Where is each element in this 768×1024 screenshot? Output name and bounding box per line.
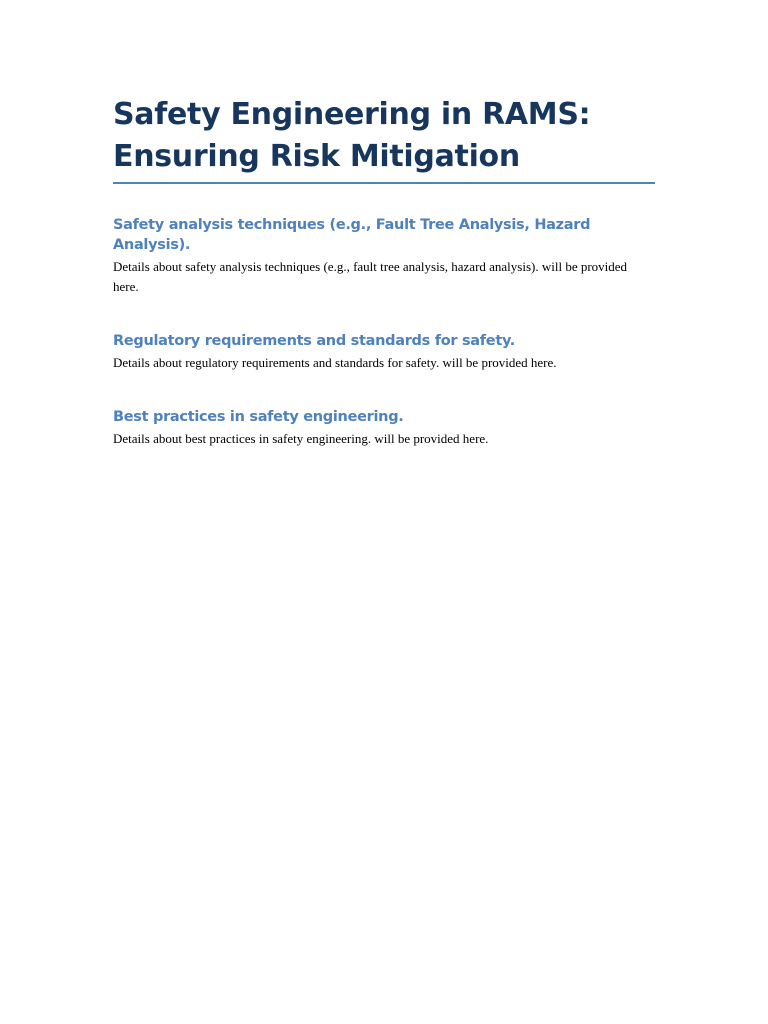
section-body: Details about best practices in safety engineering. will be provided here. xyxy=(113,431,489,446)
section-heading: Regulatory requirements and standards for safety. xyxy=(113,333,515,349)
section-heading: Safety analysis techniques (e.g., Fault Tree Analysis, Hazard Analysis). xyxy=(113,217,591,253)
section-safety-analysis xyxy=(113,215,655,297)
section-regulatory-requirements xyxy=(113,331,655,373)
section-best-practices xyxy=(113,407,655,449)
section-body: Details about regulatory requirements and standards for safety. will be provided here. xyxy=(113,355,557,370)
section-body: Details about safety analysis techniques (e.g., fault tree analysis, hazard analysis). will be provided here. xyxy=(113,259,628,294)
section-heading: Best practices in safety engineering. xyxy=(113,409,404,425)
document-page xyxy=(113,94,655,449)
title-underline xyxy=(113,182,655,184)
page-title: Safety Engineering in RAMS: Ensuring Risk Mitigation xyxy=(113,97,591,174)
